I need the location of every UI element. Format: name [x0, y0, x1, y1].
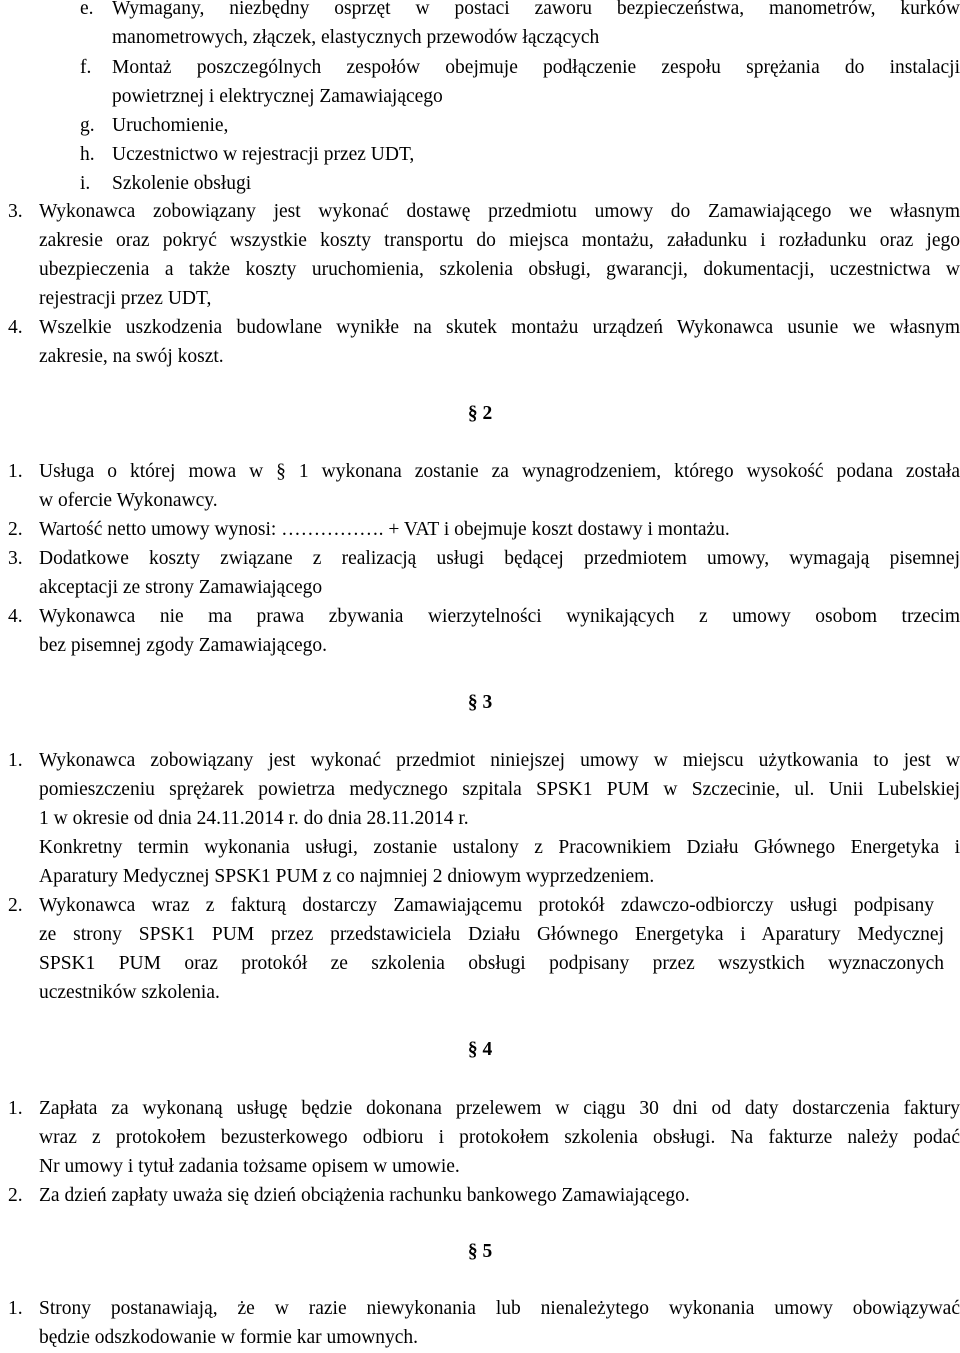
- list-marker: i.: [80, 173, 91, 194]
- list-item-text: Konkretny termin wykonania usługi, zostanie ustalony z Pracownikiem Działu Głównego Energetyka i: [39, 837, 960, 858]
- list-marker: f.: [80, 57, 92, 78]
- list-marker: 4.: [8, 606, 23, 627]
- list-marker: 2.: [8, 519, 23, 540]
- list-marker: 1.: [8, 750, 23, 771]
- list-item-text: będzie odszkodowanie w formie kar umownych.: [39, 1327, 419, 1348]
- section-heading: § 2: [467, 403, 493, 424]
- list-item-text: Wymagany, niezbędny osprzęt w postaci zaworu bezpieczeństwa, manometrów, kurków: [112, 0, 960, 19]
- list-item-text: Wykonawca zobowiązany jest wykonać przedmiot niniejszej umowy w miejscu użytkowania to jest w: [39, 750, 960, 771]
- list-marker: 1.: [8, 461, 23, 482]
- list-item-text: manometrowych, złączek, elastycznych przewodów łączących: [112, 27, 600, 48]
- list-item-text: Strony postanawiają, że w razie niewykonania lub nienależytego wykonania umowy obowiązywać: [39, 1298, 960, 1319]
- list-marker: h.: [80, 144, 95, 165]
- list-item-text: zakresie, na swój koszt.: [39, 346, 224, 367]
- list-item-text: Szkolenie obsługi: [112, 173, 252, 194]
- list-item-text: Aparatury Medycznej SPSK1 PUM z co najmniej 2 dniowym wyprzedzeniem.: [39, 866, 655, 887]
- list-item-text: powietrznej i elektrycznej Zamawiającego: [112, 86, 443, 107]
- list-item-text: ubezpieczenia a także koszty uruchomienia, szkolenia obsługi, gwarancji, dokumentacji, uczestnictwa w: [39, 259, 960, 280]
- list-marker: 4.: [8, 317, 23, 338]
- list-item-text: Wartość netto umowy wynosi: ……………. + VAT i obejmuje koszt dostawy i montażu.: [39, 519, 730, 540]
- list-item-text: Wykonawca wraz z fakturą dostarczy Zamawiającemu protokół zdawczo-odbiorczy usługi podpisany: [39, 895, 934, 916]
- list-item-text: akceptacji ze strony Zamawiającego: [39, 577, 323, 598]
- list-item-text: ze strony SPSK1 PUM przez przedstawiciela Działu Głównego Energetyka i Aparatury Medycznej: [39, 924, 944, 945]
- list-item-text: Uczestnictwo w rejestracji przez UDT,: [112, 144, 415, 165]
- list-marker: 3.: [8, 548, 23, 569]
- list-item-text: Wykonawca zobowiązany jest wykonać dostawę przedmiotu umowy do Zamawiającego we własnym: [39, 201, 960, 222]
- list-item-text: Wykonawca nie ma prawa zbywania wierzytelności wynikających z umowy osobom trzecim: [39, 606, 960, 627]
- list-item-text: Usługa o której mowa w § 1 wykonana zostanie za wynagrodzeniem, którego wysokość podana została: [39, 461, 960, 482]
- section-heading: § 3: [467, 692, 493, 713]
- list-marker: 1.: [8, 1098, 23, 1119]
- list-marker: 2.: [8, 1185, 23, 1206]
- list-item-text: wraz z protokołem bezusterkowego odbioru i protokołem szkolenia obsługi. Na fakturze należy podać: [39, 1127, 960, 1148]
- list-marker: e.: [80, 0, 94, 19]
- list-item-text: Za dzień zapłaty uważa się dzień obciążenia rachunku bankowego Zamawiającego.: [39, 1185, 690, 1206]
- list-item-text: Uruchomienie,: [112, 115, 229, 136]
- list-item-text: w ofercie Wykonawcy.: [39, 490, 218, 511]
- list-item-text: zakresie oraz pokryć wszystkie koszty transportu do miejsca montażu, załadunku i rozładunku oraz jego: [39, 230, 960, 251]
- list-marker: 3.: [8, 201, 23, 222]
- list-item-text: Zapłata za wykonaną usługę będzie dokonana przelewem w ciągu 30 dni od daty dostarczenia faktury: [39, 1098, 960, 1119]
- list-item-text: uczestników szkolenia.: [39, 982, 220, 1003]
- list-item-text: Dodatkowe koszty związane z realizacją usługi będącej przedmiotem umowy, wymagają pisemnej: [39, 548, 960, 569]
- list-item-text: Nr umowy i tytuł zadania tożsame opisem w umowie.: [39, 1156, 460, 1177]
- section-heading: § 5: [467, 1241, 493, 1262]
- list-marker: 2.: [8, 895, 23, 916]
- list-item-text: SPSK1 PUM oraz protokół ze szkolenia obsługi podpisany przez wszystkich wyznaczonych: [39, 953, 944, 974]
- list-item-text: rejestracji przez UDT,: [39, 288, 212, 309]
- list-item-text: 1 w okresie od dnia 24.11.2014 r. do dnia 28.11.2014 r.: [39, 808, 469, 829]
- list-item-text: bez pisemnej zgody Zamawiającego.: [39, 635, 328, 656]
- list-item-text: Montaż poszczególnych zespołów obejmuje podłączenie zespołu sprężania do instalacji: [112, 57, 960, 78]
- list-marker: 1.: [8, 1298, 23, 1319]
- list-marker: g.: [80, 115, 95, 136]
- section-heading: § 4: [467, 1039, 493, 1060]
- list-item-text: Wszelkie uszkodzenia budowlane wynikłe na skutek montażu urządzeń Wykonawca usunie we własnym: [39, 317, 960, 338]
- list-item-text: pomieszczeniu sprężarek powietrza medycznego szpitala SPSK1 PUM w Szczecinie, ul. Unii Lubelskiej: [39, 779, 960, 800]
